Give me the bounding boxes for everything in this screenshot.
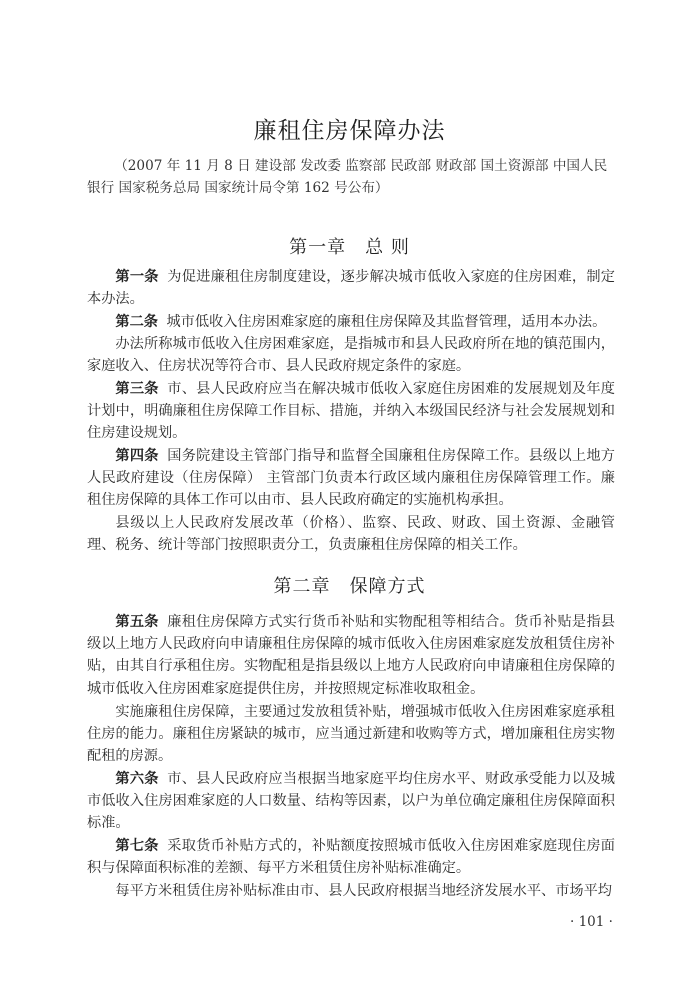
document-title: 廉租住房保障办法 [253, 118, 446, 144]
article-text: 实施廉租住房保障，主要通过发放租赁补贴，增强城市低收入住房困难家庭承租住房的能力。廉租住房紧缺的城市，应当通过新建和收购等方式，增加廉租住房实物配租的房源。 [87, 704, 615, 765]
article-paragraph [87, 311, 615, 333]
article-text: 市、县人民政府应当在解决城市低收入家庭住房困难的发展规划及年度计划中，明确廉租住房保障工作目标、措施，并纳入本级国民经济与社会发展规划和住房建设规划。 [87, 381, 615, 442]
article-number: 第四条 [115, 448, 159, 464]
article-paragraph [87, 611, 615, 700]
article-paragraph [87, 768, 615, 835]
article-text: 城市低收入住房困难家庭的廉租住房保障及其监督管理，适用本办法。 [166, 314, 607, 330]
article-text: 廉租住房保障方式实行货币补贴和实物配租等相结合。货币补贴是指县级以上地方人民政府向申请廉租住房保障的城市低收入住房困难家庭发放租赁住房补贴，由其自行承租住房。实物配租是指县级以上地方人民政府向申请廉租住房保障的城市低收入住房困难家庭提供住房，并按照规定标准收取租金。 [87, 614, 615, 697]
article-number: 第二条 [115, 314, 158, 330]
article-text: 采取货币补贴方式的，补贴额度按照城市低收入住房困难家庭现住房面积与保障面积标准的差额、每平方米租赁住房补贴标准确定。 [87, 838, 615, 877]
document-subtitle: （2007 年 11 月 8 日 建设部 发改委 监察部 民政部 财政部 国土资源部 中国人民银行 国家税务总局 国家统计局令第 162 号公布） [87, 158, 608, 196]
article-number: 第一条 [115, 269, 159, 285]
article-paragraph [87, 835, 615, 879]
article-text: 每平方米租赁住房补贴标准由市、县人民政府根据当地经济发展水平、市场平均 [115, 883, 612, 899]
article-text: 县级以上人民政府发展改革（价格）、监察、民政、财政、国土资源、金融管理、税务、统计等部门按照职责分工，负责廉租住房保障的相关工作。 [87, 515, 615, 554]
article-number: 第三条 [115, 381, 159, 397]
article-text: 为促进廉租住房制度建设，逐步解决城市低收入家庭的住房困难，制定本办法。 [87, 269, 615, 308]
article-paragraph [87, 512, 615, 556]
article-text: 国务院建设主管部门指导和监督全国廉租住房保障工作。县级以上地方人民政府建设（住房保障） 主管部门负责本行政区域内廉租住房保障管理工作。廉租住房保障的具体工作可以由市、县人民政府确定的实施机构承担。 [87, 448, 615, 509]
article-paragraph [87, 333, 615, 377]
article-paragraph [87, 445, 615, 512]
article-text: 市、县人民政府应当根据当地家庭平均住房水平、财政承受能力以及城市低收入住房困难家庭的人口数量、结构等因素，以户为单位确定廉租住房保障面积标准。 [87, 771, 615, 832]
article-paragraph [87, 701, 615, 768]
article-paragraph [87, 266, 615, 310]
article-paragraph [87, 880, 615, 902]
article-paragraph [87, 378, 615, 445]
article-number: 第七条 [115, 838, 159, 854]
page-number: · 101 · [570, 914, 613, 930]
article-number: 第六条 [115, 771, 159, 787]
chapter-heading: 第一章 总 则 [289, 237, 410, 258]
article-text: 办法所称城市低收入住房困难家庭，是指城市和县人民政府所在地的镇范围内，家庭收入、住房状况等符合市、县人民政府规定条件的家庭。 [87, 336, 615, 375]
chapter-heading: 第二章 保障方式 [273, 576, 426, 597]
article-number: 第五条 [115, 614, 159, 630]
